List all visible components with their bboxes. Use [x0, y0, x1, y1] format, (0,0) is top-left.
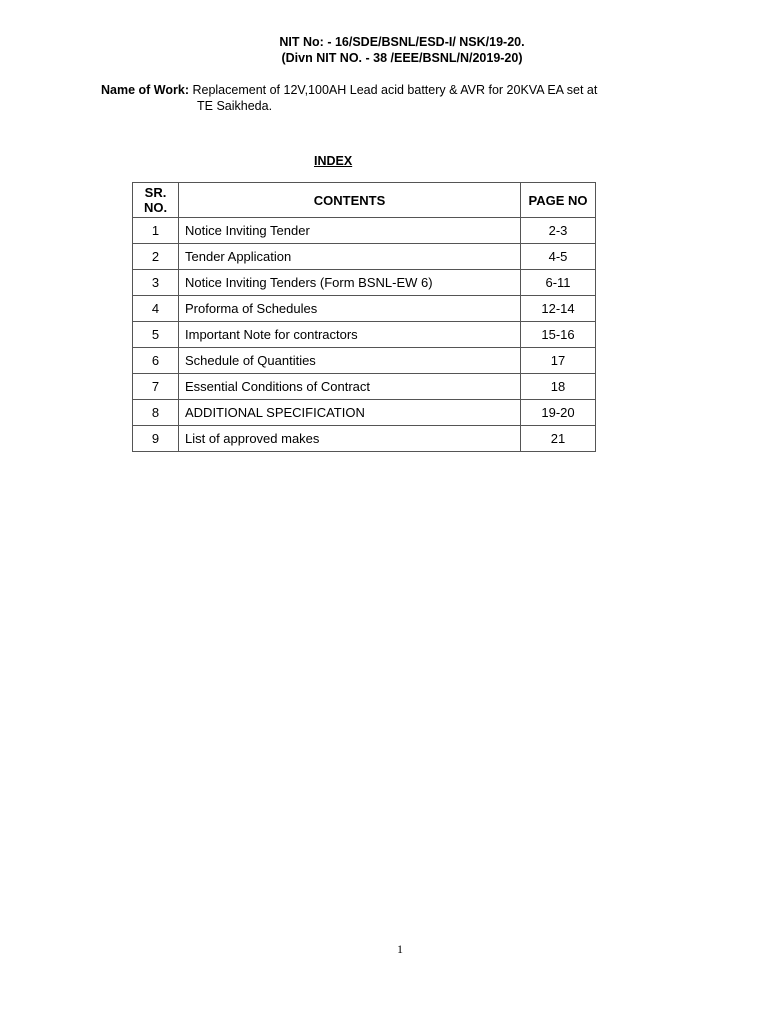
- name-of-work-text-line1: Replacement of 12V,100AH Lead acid battery & AVR for 20KVA EA set at: [192, 83, 598, 97]
- division-nit-number: (Divn NIT NO. - 38 /EEE/BSNL/N/2019-20): [281, 51, 523, 65]
- nit-number: NIT No: - 16/SDE/BSNL/ESD-I/ NSK/19-20.: [279, 35, 525, 49]
- table-row: [133, 270, 596, 296]
- row-page-no: 19-20: [521, 400, 596, 426]
- name-of-work-label: Name of Work:: [101, 83, 189, 97]
- row-content: Essential Conditions of Contract: [179, 374, 521, 400]
- row-sr-no: 2: [133, 244, 179, 270]
- row-sr-no: 4: [133, 296, 179, 322]
- table-row: [133, 322, 596, 348]
- row-content: List of approved makes: [179, 426, 521, 452]
- row-content: Proforma of Schedules: [179, 296, 521, 322]
- index-title: INDEX: [314, 154, 353, 168]
- row-page-no: 4-5: [521, 244, 596, 270]
- row-page-no: 15-16: [521, 322, 596, 348]
- row-sr-no: 9: [133, 426, 179, 452]
- contents-header: CONTENTS: [179, 183, 521, 218]
- row-sr-no: 1: [133, 218, 179, 244]
- row-page-no: 21: [521, 426, 596, 452]
- sr-no-header: SR. NO.: [133, 183, 179, 218]
- table-row: [133, 218, 596, 244]
- row-page-no: 2-3: [521, 218, 596, 244]
- table-row: [133, 244, 596, 270]
- row-sr-no: 7: [133, 374, 179, 400]
- name-of-work-text-line2: TE Saikheda.: [197, 99, 273, 113]
- row-page-no: 12-14: [521, 296, 596, 322]
- row-sr-no: 6: [133, 348, 179, 374]
- row-sr-no: 8: [133, 400, 179, 426]
- row-content: ADDITIONAL SPECIFICATION: [179, 400, 521, 426]
- row-content: Tender Application: [179, 244, 521, 270]
- name-of-work: [101, 82, 661, 114]
- table-row: [133, 374, 596, 400]
- nit-header: [0, 34, 770, 66]
- row-sr-no: 5: [133, 322, 179, 348]
- table-row: [133, 426, 596, 452]
- row-content: Important Note for contractors: [179, 322, 521, 348]
- row-content: Notice Inviting Tender: [179, 218, 521, 244]
- index-table: [132, 182, 596, 452]
- row-page-no: 18: [521, 374, 596, 400]
- table-row: [133, 400, 596, 426]
- row-content: Notice Inviting Tenders (Form BSNL-EW 6): [179, 270, 521, 296]
- row-page-no: 17: [521, 348, 596, 374]
- table-row: [133, 296, 596, 322]
- page-number: 1: [397, 942, 403, 956]
- table-row: [133, 348, 596, 374]
- row-content: Schedule of Quantities: [179, 348, 521, 374]
- page-no-header: PAGE NO: [521, 183, 596, 218]
- index-header-row: [133, 183, 596, 218]
- row-sr-no: 3: [133, 270, 179, 296]
- row-page-no: 6-11: [521, 270, 596, 296]
